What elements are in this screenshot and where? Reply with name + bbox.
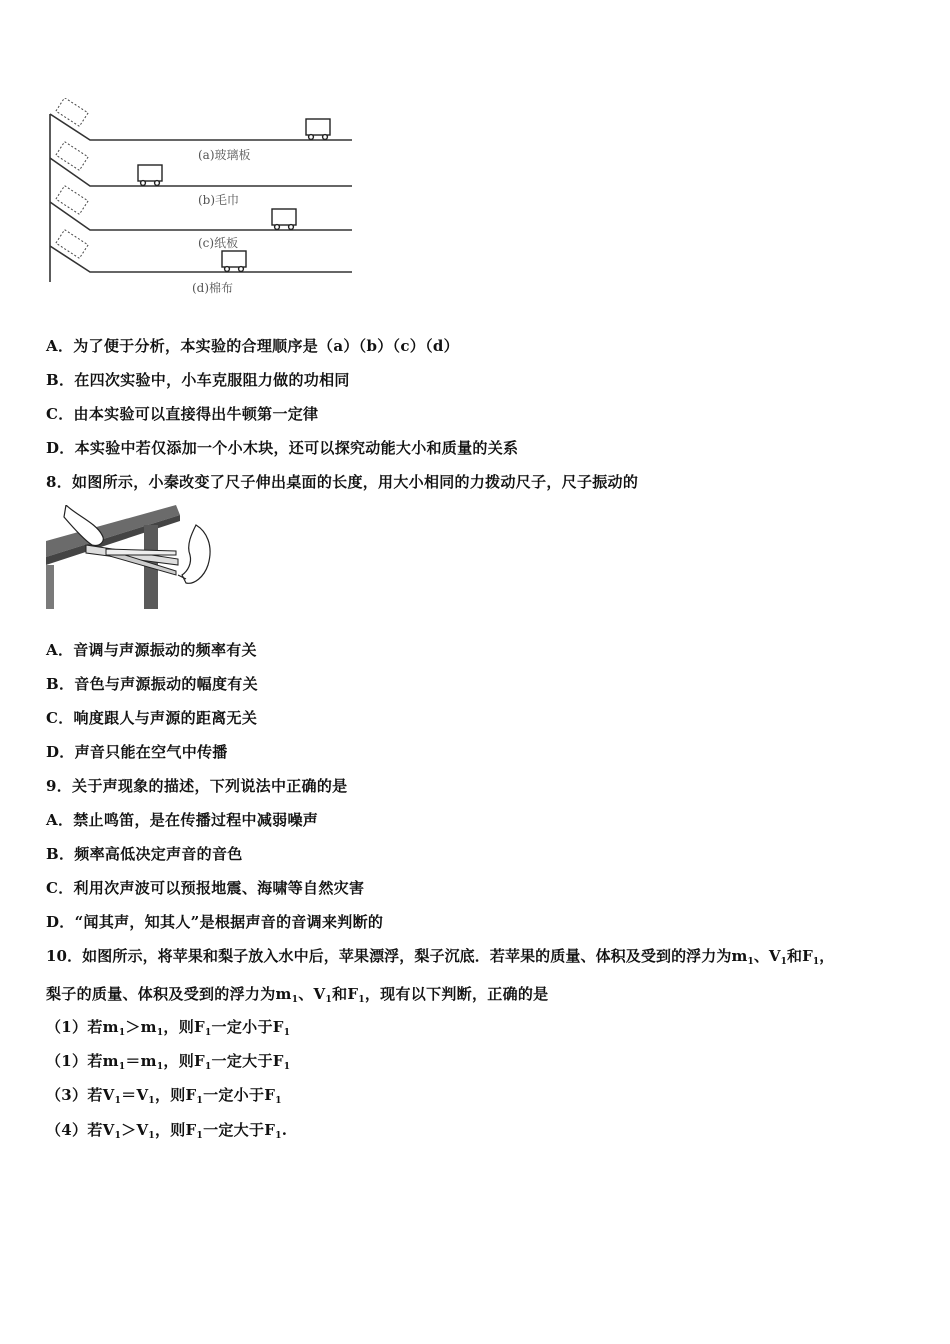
q8-option-c: C．响度跟人与声源的距离无关 [46, 709, 258, 727]
q10-judgement-3: （3）若$V_1=V_1$，则$F_1$一定小于$F_1$ [46, 1086, 282, 1106]
label-d: (d)棉布 [192, 281, 234, 295]
label-b: (b)毛巾 [198, 193, 240, 207]
q8-option-b: B．音色与声源振动的幅度有关 [46, 675, 258, 693]
q10-judgement-2: （1）若$m_1=m_1$，则$F_1$一定大于$F_1$ [46, 1052, 291, 1072]
q8-stem: 8．如图所示，小秦改变了尺子伸出桌面的长度，用大小相同的力拨动尺子，尺子振动的 [46, 473, 639, 491]
label-a: (a)玻璃板 [198, 148, 251, 162]
q8-option-d: D．声音只能在空气中传播 [46, 743, 228, 761]
q9-option-a: A．禁止鸣笛，是在传播过程中减弱噪声 [46, 811, 319, 829]
q7-option-d: D．本实验中若仅添加一个小木块，还可以探究动能大小和质量的关系 [46, 439, 519, 457]
q9-stem: 9．关于声现象的描述，下列说法中正确的是 [46, 777, 348, 795]
q9-option-c: C．利用次声波可以预报地震、海啸等自然灾害 [46, 879, 365, 897]
q9-option-d: D．“闻其声，知其人”是根据声音的音调来判断的 [46, 913, 384, 931]
q7-option-b: B．在四次实验中，小车克服阻力做的功相同 [46, 371, 350, 389]
cart-ramp-figure [40, 98, 360, 302]
q7-option-c: C．由本实验可以直接得出牛顿第一定律 [46, 405, 319, 423]
q7-option-a: A．为了便于分析，本实验的合理顺序是（a）（b）（c）（d） [46, 337, 459, 355]
q9-option-b: B．频率高低决定声音的音色 [46, 845, 243, 863]
q10-judgement-1: （1）若$m_1>m_1$，则$F_1$一定小于$F_1$ [46, 1018, 291, 1038]
q8-option-a: A．音调与声源振动的频率有关 [46, 641, 257, 659]
label-c: (c)纸板 [198, 236, 239, 250]
q10-stem-line1: 10．如图所示，将苹果和梨子放入水中后，苹果漂浮，梨子沉底．若苹果的质量、体积及受到的浮力为$m_1$、$V_1$和$F_1$， [46, 947, 835, 967]
q10-stem-line2: 梨子的质量、体积及受到的浮力为$m_1$、$V_1$和$F_1$，现有以下判断，正确的是 [46, 985, 549, 1005]
ruler-desk-figure [46, 505, 236, 609]
q10-judgement-4: （4）若$V_1>V_1$，则$F_1$一定大于$F_1$. [46, 1121, 288, 1141]
